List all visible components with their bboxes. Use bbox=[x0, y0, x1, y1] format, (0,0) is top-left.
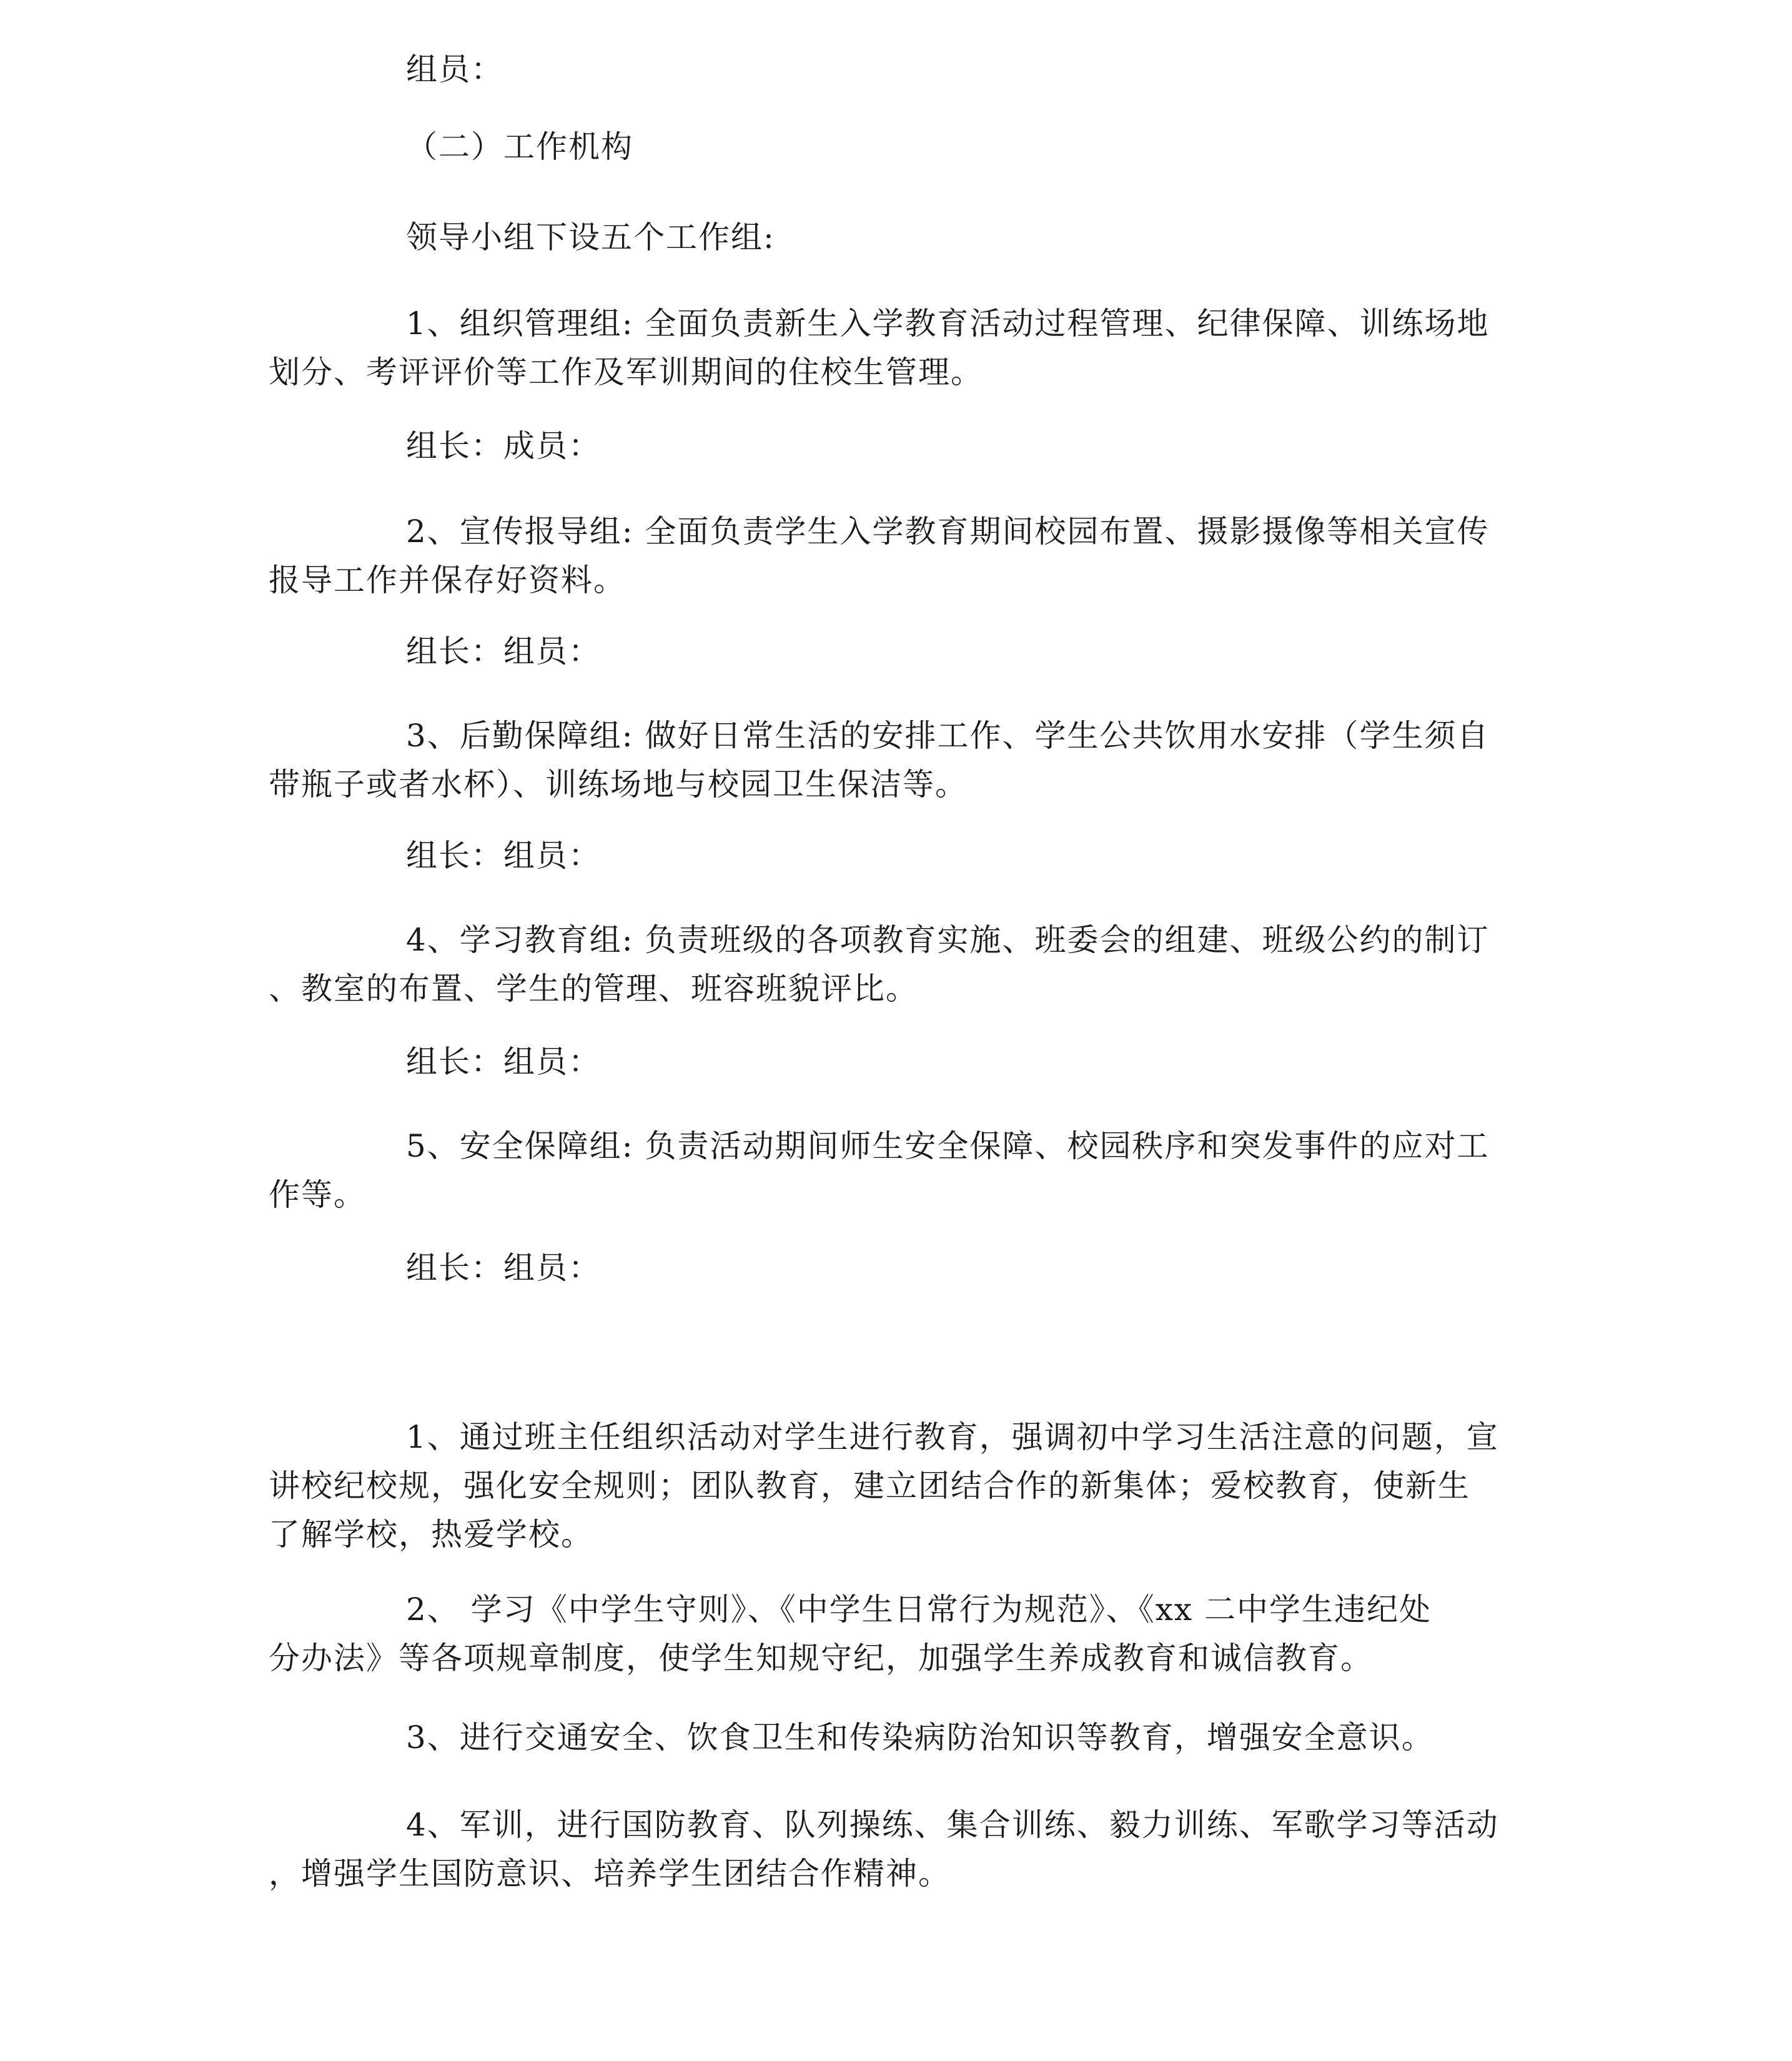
paragraph-content-1 bbox=[269, 1413, 1527, 1559]
text-line: 组员： bbox=[406, 51, 503, 87]
paragraph-group-5 bbox=[269, 1122, 1527, 1219]
paragraph-group-1 bbox=[269, 299, 1527, 397]
paragraph-group-2 bbox=[269, 507, 1527, 605]
paragraph-members bbox=[269, 45, 1527, 94]
section-heading-work-organization bbox=[269, 122, 1527, 171]
text-line: （二）工作机构 bbox=[406, 129, 633, 165]
paragraph-group-4 bbox=[269, 916, 1527, 1013]
paragraph-intro-groups bbox=[269, 213, 1527, 262]
text-line: 报导工作并保存好资料。 bbox=[269, 562, 626, 598]
text-line: 作等。 bbox=[269, 1177, 366, 1213]
paragraph-content-3 bbox=[269, 1713, 1527, 1762]
text-line: 1、组织管理组: 全面负责新生入学教育活动过程管理、纪律保障、训练场地 bbox=[406, 305, 1490, 342]
text-line: 带瓶子或者水杯）、训练场地与校园卫生保洁等。 bbox=[269, 766, 968, 803]
paragraph-group-5-leader bbox=[269, 1243, 1527, 1292]
paragraph-content-4 bbox=[269, 1801, 1527, 1898]
text-line: 组长：组员： bbox=[406, 838, 601, 874]
text-line: 组长：组员： bbox=[406, 1044, 601, 1080]
text-line: 划分、考评评价等工作及军训期间的住校生管理。 bbox=[269, 354, 983, 390]
paragraph-group-3 bbox=[269, 711, 1527, 809]
paragraph-group-3-leader bbox=[269, 831, 1527, 880]
paragraph-group-2-leader bbox=[269, 627, 1527, 676]
text-line: 4、军训，进行国防教育、队列操练、集合训练、毅力训练、军歌学习等活动 bbox=[406, 1807, 1499, 1843]
paragraph-group-1-leader bbox=[269, 422, 1527, 470]
text-line: 组长：组员： bbox=[406, 1250, 601, 1286]
text-line: 分办法》等各项规章制度，使学生知规守纪，加强学生养成教育和诚信教育。 bbox=[269, 1640, 1373, 1676]
text-line: 了解学校，热爱学校。 bbox=[269, 1516, 593, 1553]
paragraph-content-2 bbox=[269, 1585, 1527, 1683]
text-line: 讲校纪校规，强化安全规则；团队教育，建立团结合作的新集体；爱校教育，使新生 bbox=[269, 1468, 1470, 1504]
text-line: 2、 学习《中学生守则》、《中学生日常行为规范》、《xx 二中学生违纪处 bbox=[406, 1591, 1432, 1628]
text-line: 组长：组员： bbox=[406, 633, 601, 670]
text-line: ，增强学生国防意识、培养学生团结合作精神。 bbox=[269, 1856, 951, 1892]
text-line: 、教室的布置、学生的管理、班容班貌评比。 bbox=[269, 971, 918, 1007]
text-line: 1、通过班主任组织活动对学生进行教育，强调初中学习生活注意的问题，宣 bbox=[406, 1419, 1499, 1455]
paragraph-group-4-leader bbox=[269, 1037, 1527, 1086]
text-line: 领导小组下设五个工作组: bbox=[406, 219, 775, 255]
text-line: 4、学习教育组: 负责班级的各项教育实施、班委会的组建、班级公约的制订 bbox=[406, 922, 1490, 958]
text-line: 2、宣传报导组: 全面负责学生入学教育期间校园布置、摄影摄像等相关宣传 bbox=[406, 513, 1490, 550]
text-line: 3、进行交通安全、饮食卫生和传染病防治知识等教育，增强安全意识。 bbox=[406, 1719, 1434, 1756]
text-line: 3、后勤保障组: 做好日常生活的安排工作、学生公共饮用水安排（学生须自 bbox=[406, 718, 1490, 754]
text-line: 5、安全保障组: 负责活动期间师生安全保障、校园秩序和突发事件的应对工 bbox=[406, 1128, 1490, 1164]
text-line: 组长：成员： bbox=[406, 428, 601, 464]
